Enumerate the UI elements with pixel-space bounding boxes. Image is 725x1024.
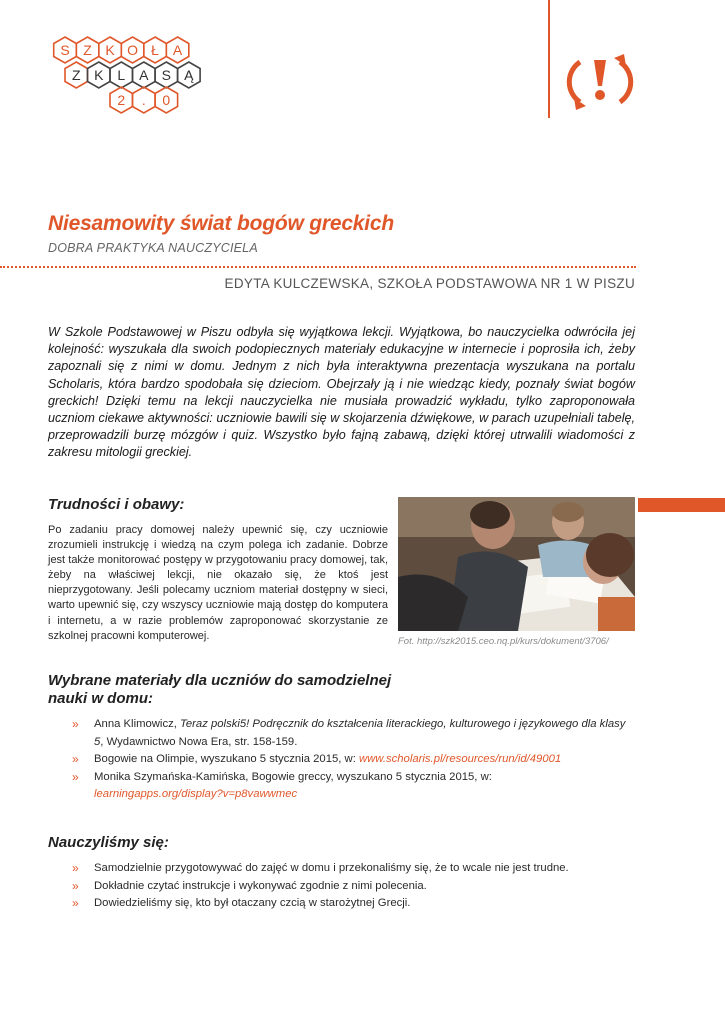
header-divider-line	[548, 0, 550, 118]
list-item: » Dowiedzieliśmy się, kto był otaczany czcią w starożytnej Grecji.	[72, 895, 632, 913]
logo-letter: K	[94, 67, 104, 83]
logo-letter: A	[139, 67, 149, 83]
logo-letter: 0	[162, 92, 171, 108]
scholaris-link[interactable]: www.scholaris.pl/resources/run/id/49001	[358, 753, 562, 765]
dotted-divider	[0, 266, 636, 268]
list-item: » Monika Szymańska-Kamińska, Bogowie greccy, wyszukano 5 stycznia 2015, w: learningapps.org/display?v=p8vawwmec	[72, 769, 492, 800]
logo-letter: .	[141, 92, 146, 108]
logo-letter: S	[60, 42, 70, 58]
section-heading-materials: Wybrane materiały dla uczniów do samodzielnej nauki w domu:	[48, 672, 392, 707]
logo-letter: L	[117, 67, 126, 83]
list-item: » Anna Klimowicz, Teraz polski5! Podręcznik do kształcenia literackiego, kulturowego i językowego dla klasy 5, Wydawnictwo Nowa Era, str. 158-159.	[72, 717, 626, 748]
exclamation-arrows-icon	[566, 52, 634, 112]
bullet-icon: »	[72, 861, 79, 875]
bullet-icon: »	[72, 717, 79, 731]
logo-letter: Z	[71, 67, 81, 83]
logo-letter: Ł	[151, 42, 159, 58]
learned-list	[72, 860, 632, 913]
list-item: » Dokładnie czytać instrukcje i wykonywać zgodnie z nimi polecenia.	[72, 878, 632, 896]
classroom-photo	[398, 497, 635, 631]
logo-letter: S	[161, 67, 171, 83]
page-subtitle: DOBRA PRAKTYKA NAUCZYCIELA	[48, 241, 258, 255]
list-item: » Bogowie na Olimpie, wyszukano 5 stycznia 2015, w: www.scholaris.pl/resources/run/id/49001	[72, 751, 632, 769]
bullet-icon: »	[72, 878, 79, 893]
learningapps-link[interactable]: learningapps.org/display?v=p8vawwmec	[94, 788, 298, 800]
accent-bar	[638, 498, 725, 512]
materials-list	[72, 716, 632, 804]
intro-paragraph: W Szkole Podstawowej w Piszu odbyła się wyjątkowa lekcji. Wyjątkowa, bo nauczycielka odwróciła jej kolejność: wyszukała dla swoich podopiecznych materiały edukacyjne w internecie i poprosiła ich, żeby zapoznali się z nimi w domu. Jednym z nich była interaktywna prezentacja wyszukana na portalu Scholaris, która bardzo spodobała się dzieciom. Obejrzały ją i nie wiedząc kiedy, poznały świat bogów greckich! Dzięki temu na lekcji nauczycielka nie musiała prowadzić wykładu, tylko zaproponowała uczniom ciekawe aktywności: uczniowie bawili się w skojarzenia dźwiękowe, w parach uzupełniali tabelę, przeprowadzili burzę mózgów i quiz. Wszystko było fajną zabawą, dzięki której utrwalili wiadomości z zakresu mitologii greckiej.	[48, 325, 635, 460]
author-line: EDYTA KULCZEWSKA, SZKOŁA PODSTAWOWA NR 1 W PISZU	[224, 276, 635, 291]
szkola-z-klasa-logo	[50, 36, 260, 120]
logo-letter: Z	[83, 42, 92, 58]
logo-letter: O	[127, 42, 138, 58]
difficulties-paragraph: Po zadaniu pracy domowej należy upewnić się, czy uczniowie zrozumieli instrukcję i wiedzą na czym polega ich zadanie. Dobrze jest także monitorować postępy w przygotowaniu pracy domowej, tak, żeby na właściwej lekcji, nie okazało się, że ktoś jest nieprzygotowany. Jeśli polecamy uczniom materiał dostępny w sieci, warto upewnić się, czy wszyscy uczniowie mają dostęp do komputera i internetu, a w razie problemów zaproponować skorzystanie ze szkolnej pracowni komputerowej.	[48, 524, 388, 642]
bullet-icon: »	[72, 769, 79, 784]
page-title: Niesamowity świat bogów greckich	[48, 212, 395, 235]
bullet-icon: »	[72, 752, 79, 766]
section-heading-difficulties: Trudności i obawy:	[48, 496, 185, 513]
photo-caption: Fot. http://szk2015.ceo.nq.pl/kurs/dokument/3706/	[398, 636, 609, 647]
list-item: » Samodzielnie przygotowywać do zajęć w domu i przekonaliśmy się, że to wcale nie jest trudne.	[72, 860, 632, 878]
logo-letter: K	[105, 42, 115, 58]
section-heading-learned: Nauczyliśmy się:	[48, 834, 169, 851]
logo-letter: Ą	[184, 67, 194, 83]
bullet-icon: »	[72, 896, 79, 910]
logo-letter: 2	[117, 92, 126, 108]
logo-letter: A	[172, 42, 183, 58]
